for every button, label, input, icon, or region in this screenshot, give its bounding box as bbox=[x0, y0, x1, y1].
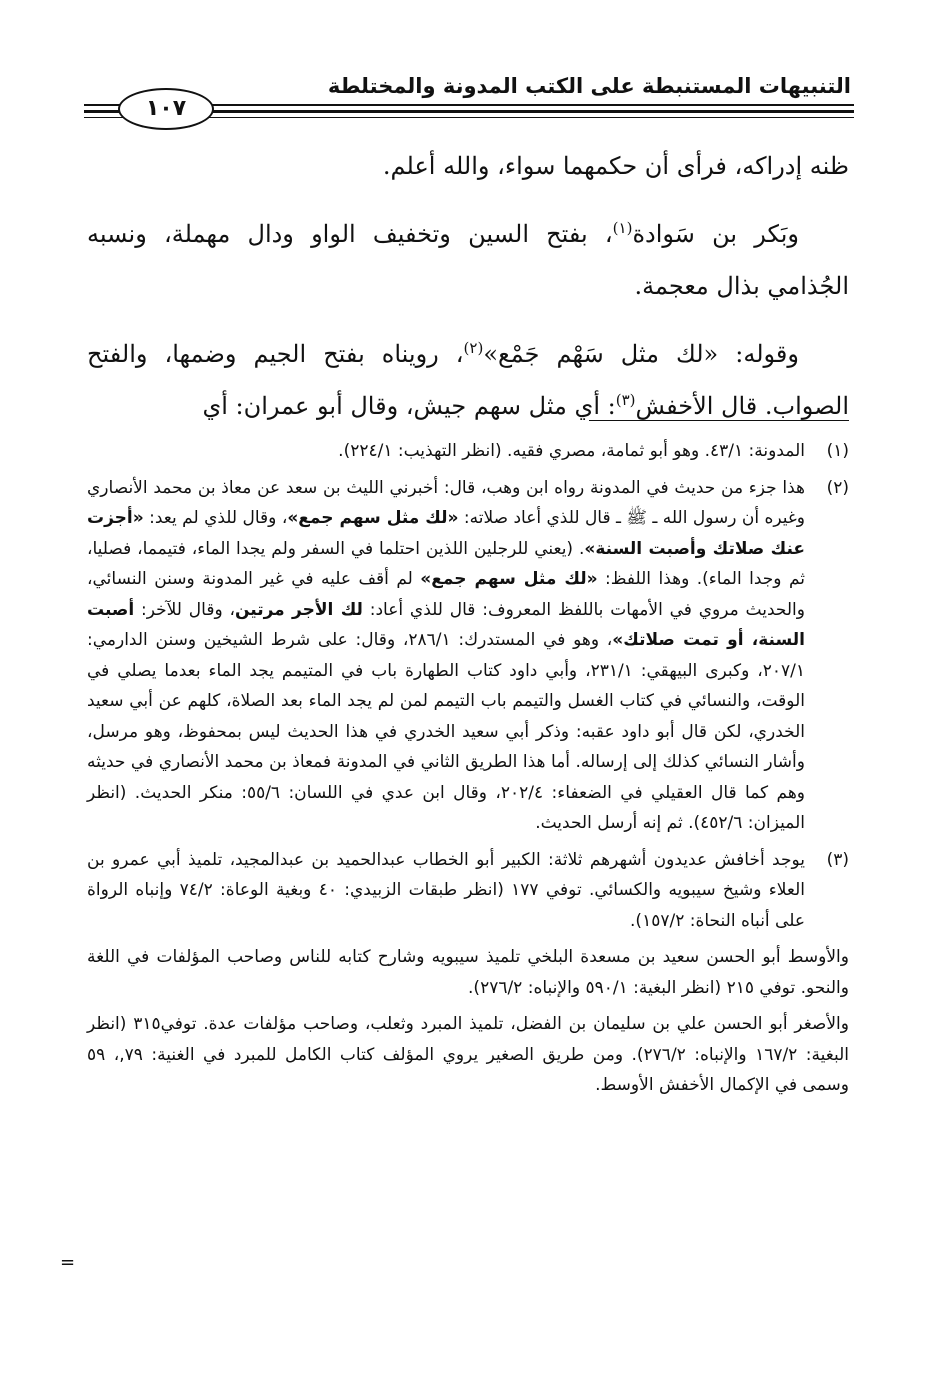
paragraph bbox=[87, 208, 849, 312]
footnote-mark: (٣) bbox=[826, 849, 849, 870]
hadith-quote: «لك مثل سهم جمع» bbox=[420, 569, 598, 589]
text-run: وقوله: «لك مثل سَهْم جَمْع» bbox=[483, 340, 799, 368]
main-text bbox=[87, 140, 849, 432]
hadith-quote: أصبت السنة، أو تمت صلاتك» bbox=[87, 599, 805, 650]
footnote-separator bbox=[589, 420, 849, 421]
footnote-text: ، وقال للذي لم يعد: bbox=[143, 508, 288, 528]
footnote-mark: (٢) bbox=[826, 477, 849, 498]
footnote-mark: (١) bbox=[826, 441, 849, 461]
hadith-quote: لك الأجر مرتين bbox=[234, 599, 363, 620]
footnote-text: . (يعني للرجلين اللذين احتلما في السفر ولم يجدا الماء، فتيمما، فصليا، ثم وجدا الماء). وهذا اللفظ: bbox=[87, 538, 806, 589]
footnote-text: يوجد أخافش عديدون أشهرهم ثلاثة: الكبير أبو الخطاب عبدالحميد بن عبدالمجيد، تلميذ أبي عمرو بن العلاء وشيخ سيبويه والكسائي. توفي ١٧٧ (انظر طبقات الزبيدي: ٤٠ وبغية الوعاة: ٧٤/٢ وإنباه الرواة على أنباه النحاة: ١٥٧/٢). bbox=[87, 849, 805, 931]
footnote-1 bbox=[87, 436, 849, 467]
text-run: ، رويناه بفتح الجيم وضمها، والفتح الصواب. قال الأخفش bbox=[87, 340, 849, 420]
footnote-text: ، وقال للآخر: bbox=[134, 599, 235, 620]
footnote-ref[interactable]: (١) bbox=[612, 219, 633, 237]
paragraph bbox=[87, 328, 849, 432]
continuation-mark: = bbox=[60, 1252, 76, 1273]
page-number: ١٠٧ bbox=[118, 88, 214, 130]
footnote-text: هذا جزء من حديث في المدونة رواه ابن وهب، قال: أخبرني الليث بن سعد عن معاذ بن محمد الأنصاري وغيره أن رسول الله ـ ﷺ ـ قال للذي أعاد صلاته: bbox=[87, 477, 805, 528]
paragraph: ظنه إدراكه، فرأى أن حكمهما سواء، والله أعلم. bbox=[382, 152, 849, 180]
footnotes bbox=[87, 436, 849, 1107]
footnote-text: لم أقف عليه في غير المدونة وسنن النسائي، والحديث مروي في الأمهات باللفظ المعروف: قال للذي أعاد: bbox=[87, 569, 805, 620]
running-head-title: التنبيهات المستنبطة على الكتب المدونة والمختلطة bbox=[327, 74, 851, 98]
footnote-text: المدونة: ٤٣/١. وهو أبو ثمامة، مصري فقيه. (انظر التهذيب: ٢٢٤/١). bbox=[338, 441, 805, 461]
footnote-2 bbox=[87, 473, 849, 839]
footnote-text: ، وهو في المستدرك: ٢٨٦/١، وقال: على شرط الشيخين وسنن الدارمي: ٢٠٧/١، وكبرى البيهقي: ٢٣١/١، وأبي داود كتاب الطهارة باب في المتيمم يجد الماء بعدما يصلي في الوقت، والنسائي في كتاب الغسل والتيمم باب التيمم لمن لم يجد الماء بعد الصلاة، كلهم عن أبي سعيد الخدري، لكن قال أبو داود عقبه: وذكر أبي سعيد الخدري في هذا الحديث ليس بمحفوظ، وهو مرسل، وأشار النسائي كذلك إلى إرساله. أما هذا الطريق الثاني في المدونة فمعاذ بن محمد الأنصاري في حديثه وهم كما قال العقيلي في الضعفاء: ٢٠٢/٤، وقال ابن عدي في اللسان: ٥٥/٦: منكر الحديث. (انظر الميزان: ٤٥٢/٦). ثم إنه أرسل الحديث. bbox=[87, 630, 805, 833]
text-run: : أي مثل سهم جيش، وقال أبو عمران: أي bbox=[202, 392, 616, 420]
hadith-quote: «لك مثل سهم جمع» bbox=[287, 508, 459, 528]
text-run: ، بفتح السين وتخفيف الواو ودال مهملة، ونسبه الجُذامي بذال معجمة. bbox=[87, 220, 849, 300]
footnote-3 bbox=[87, 845, 849, 937]
footnote-ref[interactable]: (٣) bbox=[615, 391, 636, 409]
text-run: وبَكر بن سَوادة bbox=[632, 220, 799, 248]
hadith-quote: «أجزت عنك صلاتك وأصبت السنة» bbox=[87, 508, 805, 559]
footnote-ref[interactable]: (٢) bbox=[463, 339, 484, 357]
footnote-continuation: والأصغر أبو الحسن علي بن سليمان بن الفضل، تلميذ المبرد وثعلب، وصاحب مؤلفات عدة. توفي٣١٥ (انظر البغية: ١٦٧/٢ والإنباه: ٢٧٦/٢). ومن طريق الصغير يروي المؤلف كتاب الكامل للمبرد في الغنية: ٧٩,، ٥٩ وسمى في الإكمال الأخفش الأوسط. bbox=[87, 1014, 850, 1095]
footnote-continuation: والأوسط أبو الحسن سعيد بن مسعدة البلخي تلميذ سيبويه وشارح كتابه للناس وصاحب المؤلفات في اللغة والنحو. توفي ٢١٥ (انظر البغية: ٥٩٠/١ والإنباه: ٢٧٦/٢). bbox=[87, 947, 849, 998]
